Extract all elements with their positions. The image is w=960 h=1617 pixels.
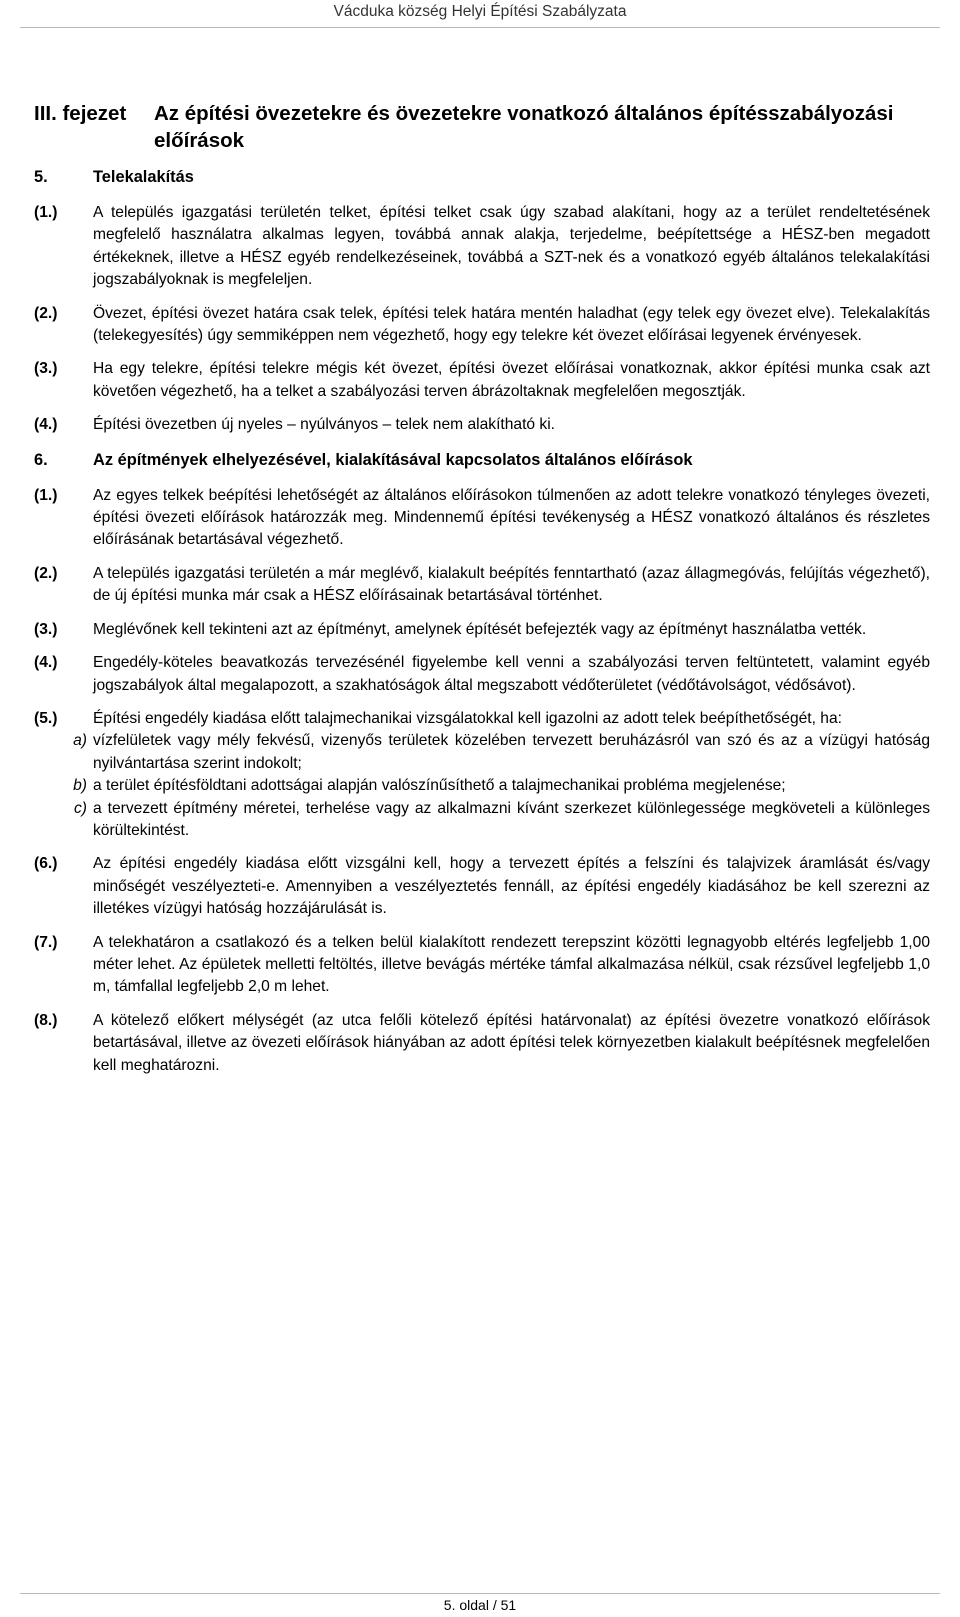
list-item-marker: c) xyxy=(74,799,87,817)
paragraph-number: (1.) xyxy=(34,204,58,221)
document-body xyxy=(34,100,930,1088)
paragraph-text: Meglévőnek kell tekinteni azt az építményt, amelynek építését befejezték vagy az építményt használatba vették. xyxy=(93,620,867,638)
paragraph xyxy=(34,619,930,641)
section-heading-6 xyxy=(34,449,930,471)
paragraph-text: A település igazgatási területén telket, építési telket csak úgy szabad alakítani, hogy az a terület rendeltetésének megfelelő használatra alkalmas legyen, továbbá annak alakja, terjedelme, beépítettsége a HÉSZ-ben megadott értékeknek, illetve a HÉSZ egyéb rendelkezéseinek, továbbá a SZT-nek és a vonatkozó egyéb általános telekalakítási jogszabályoknak is megfeleljen. xyxy=(93,204,930,289)
chapter-number: III. fejezet xyxy=(34,102,127,125)
paragraph-number: (6.) xyxy=(34,855,58,873)
list-item-text: a terület építésföldtani adottságai alapján valószínűsíthető a talajmechanikai probléma megjelenése; xyxy=(93,777,786,795)
section-number: 6. xyxy=(34,450,48,469)
paragraph-number: (5.) xyxy=(34,709,58,727)
paragraph xyxy=(34,358,930,403)
list-item-text: a tervezett építmény méretei, terhelése vagy az alkalmazni kívánt szerkezet különlegessége megköveteli a különleges körültekintést. xyxy=(93,799,930,839)
paragraph xyxy=(34,303,930,348)
paragraph xyxy=(34,932,930,999)
paragraph xyxy=(34,1010,930,1077)
paragraph xyxy=(34,853,930,920)
paragraph-text: Engedély-köteles beavatkozás tervezésénél figyelembe kell venni a szabályozási terven feltüntetett, valamint egyéb jogszabályok által megalapozott, a szakhatóságok által megszabott védőterületet (védőtávolságot, védősávot). xyxy=(93,654,930,694)
section-title: Az építmények elhelyezésével, kialakításával kapcsolatos általános előírások xyxy=(93,450,693,469)
paragraph xyxy=(34,563,930,608)
list-item xyxy=(34,775,930,797)
paragraph-text: A település igazgatási területén a már meglévő, kialakult beépítés fenntartható (azaz állagmegóvás, felújítás végezhető), de új építési munka már csak a HÉSZ előírásainak betartásával történhet. xyxy=(93,564,930,605)
list-item xyxy=(34,798,930,843)
paragraph-number: (2.) xyxy=(34,304,58,322)
paragraph-text: Építési engedély kiadása előtt talajmechanikai vizsgálatokkal kell igazolni az adott telek beépíthetőségét, ha: xyxy=(93,709,842,727)
footer-rule xyxy=(20,1593,940,1594)
paragraph xyxy=(34,708,930,730)
paragraph-number: (2.) xyxy=(34,564,58,582)
list-item-marker: a) xyxy=(73,732,87,750)
page-number: 5. oldal / 51 xyxy=(443,1597,517,1613)
chapter-title: Az építési övezetekre és övezetekre vonatkozó általános építésszabályozási előírások xyxy=(154,102,894,152)
paragraph-number: (4.) xyxy=(34,416,58,434)
paragraph-number: (1.) xyxy=(34,486,58,504)
paragraph-number: (3.) xyxy=(34,620,58,638)
paragraph-text: A kötelező előkert mélységét (az utca felőli kötelező építési határvonalat) az építési övezetre vonatkozó előírások betartásával, illetve az övezeti előírások hiányában az adott építési telek környezetben kialakult beépítésnek megfelelően kell meghatározni. xyxy=(93,1011,930,1074)
paragraph-text: Ha egy telekre, építési telekre mégis két övezet, építési övezet előírásai vonatkoznak, akkor építési munka csak azt követően végezhető, ha a telket a szabályozási terven ábrázoltaknak megfelelően megosztják. xyxy=(93,360,930,400)
paragraph-number: (3.) xyxy=(34,360,58,378)
paragraph-number: (4.) xyxy=(34,654,58,672)
paragraph xyxy=(34,414,930,436)
list-item-text: vízfelületek vagy mély fekvésű, vizenyős területek közelében tervezett beruházásról van szó és az a vízügyi hatóság nyilvántartása szerint indokolt; xyxy=(93,732,930,772)
section-title: Telekalakítás xyxy=(93,168,194,186)
list-item xyxy=(34,730,930,775)
paragraph-number: (7.) xyxy=(34,933,58,951)
paragraph-text: Az építési engedély kiadása előtt vizsgálni kell, hogy a tervezett építés a felszíni és talajvizek áramlását és/vagy minőségét veszélyezteti-e. Amennyiben a veszélyeztetés fennáll, az építési engedély kiadásához be kell szerezni az illetékes vízügyi hatóság hozzájárulását is. xyxy=(93,855,930,918)
paragraph-text: Övezet, építési övezet határa csak telek, építési telek határa mentén haladhat (egy telek egy övezet elve). Telekalakítás (telekegyesítés) úgy semmiképpen nem végezhető, hogy egy telekre két övezet előírásai legyenek érvényesek. xyxy=(93,304,930,345)
paragraph xyxy=(34,202,930,292)
paragraph xyxy=(34,485,930,552)
paragraph-text: Az egyes telkek beépítési lehetőségét az általános előírásokon túlmenően az adott telekre vonatkozó tényleges övezeti, építési övezeti előírások határozzák meg. Mindennemű építési tevékenység a HÉSZ vonatkozó általános és részletes előírásának betartásával végezhető. xyxy=(93,486,930,549)
header-rule xyxy=(20,27,940,28)
paragraph-number: (8.) xyxy=(34,1011,58,1029)
paragraph-text: Építési övezetben új nyeles – nyúlványos – telek nem alakítható ki. xyxy=(93,416,556,434)
section-heading-5 xyxy=(34,166,930,188)
paragraph-text: A telekhatáron a csatlakozó és a telken belül kialakított rendezett terepszint közötti legnagyobb eltérés legfeljebb 1,00 méter lehet. Az épületek melletti feltöltés, illetve bevágás mértéke támfal alkalmazása nélkül, csak rézsűvel legfeljebb 1,0 m, támfallal legfeljebb 2,0 m lehet. xyxy=(93,933,930,996)
chapter-heading xyxy=(34,100,930,154)
paragraph xyxy=(34,652,930,697)
running-header: Vácduka község Helyi Építési Szabályzata xyxy=(333,3,627,20)
list-item-marker: b) xyxy=(73,777,87,795)
section-number: 5. xyxy=(34,168,48,186)
